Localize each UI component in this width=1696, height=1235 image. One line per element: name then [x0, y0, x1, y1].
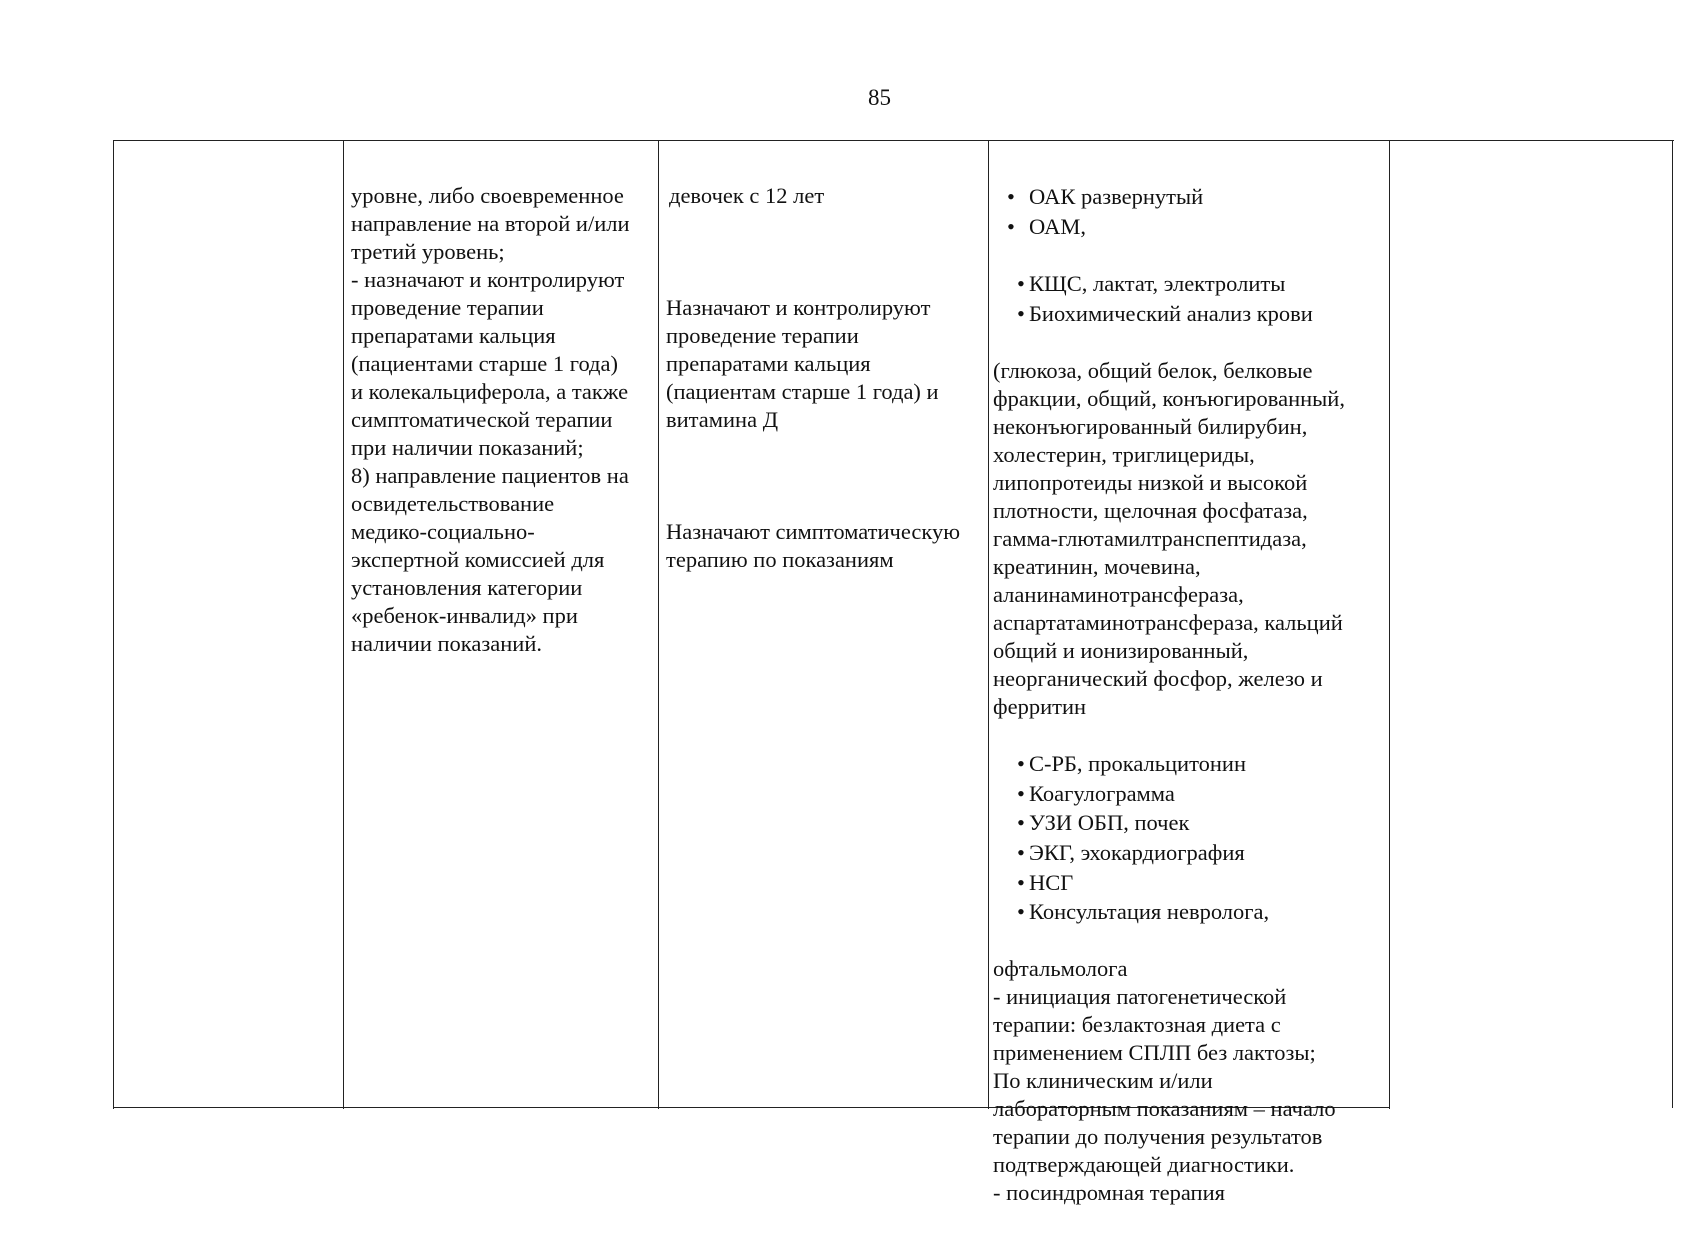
text-line: применением СПЛП без лактозы; — [993, 1040, 1316, 1066]
text-line: витамина Д — [666, 407, 779, 432]
list-item-text: ЭКГ, эхокардиография — [1029, 839, 1245, 865]
bullet-icon: • — [1017, 780, 1025, 806]
col4-tail-text — [993, 955, 1388, 1207]
col3-paragraph-therapy — [666, 294, 986, 434]
list-item — [993, 779, 1388, 809]
list-item-text: НСГ — [1029, 869, 1074, 895]
list-item — [993, 269, 1388, 299]
column-divider-2 — [658, 141, 659, 1109]
text-line: экспертной комиссией для — [351, 547, 605, 572]
text-line: медико-социально- — [351, 519, 535, 544]
table-border-left — [113, 141, 114, 1109]
text-line: «ребенок-инвалид» при — [351, 603, 578, 628]
bullet-icon: • — [1007, 184, 1015, 209]
text-line: третий уровень; — [351, 239, 505, 264]
col2-text — [351, 182, 656, 658]
list-item-text: ОАК развернутый — [1029, 184, 1204, 209]
text-line: терапии до получения результатов — [993, 1124, 1323, 1150]
table-border-right — [1672, 141, 1673, 1108]
text-line: проведение терапии — [351, 295, 544, 320]
text-line: терапии: безлактозная диета с — [993, 1012, 1281, 1038]
list-item — [993, 299, 1388, 329]
bullet-list-primary — [993, 182, 1388, 241]
text-line: - посиндромная терапия — [993, 1180, 1225, 1206]
text-line: установления категории — [351, 575, 583, 600]
text-line: (пациентам старше 1 года) и — [666, 379, 939, 404]
text-line: симптоматической терапии — [351, 407, 613, 432]
text-line: липопротеиды низкой и высокой — [993, 469, 1308, 495]
text-line: плотности, щелочная фосфатаза, — [993, 497, 1308, 523]
cell-col2 — [351, 154, 656, 686]
list-item — [993, 182, 1388, 212]
document-table — [113, 140, 1674, 1206]
list-item-text: УЗИ ОБП, почек — [1029, 810, 1190, 836]
text-line: направление на второй и/или — [351, 211, 630, 236]
text-line: креатинин, мочевина, — [993, 553, 1201, 579]
bullet-list-labs — [993, 269, 1388, 328]
text-line: ферритин — [993, 693, 1087, 719]
text-line: лабораторным показаниям – начало — [993, 1096, 1336, 1122]
cell-col4 — [993, 154, 1388, 1235]
text-line: препаратами кальция — [666, 351, 871, 376]
text-line: - инициация патогенетической — [993, 984, 1287, 1010]
list-item — [993, 838, 1388, 868]
bullet-icon: • — [1017, 301, 1025, 327]
text-line: аланинаминотрансфераза, — [993, 581, 1244, 607]
list-item-text: Коагулограмма — [1029, 780, 1175, 806]
text-line: Назначают симптоматическую — [666, 519, 961, 544]
text-line: неконъюгированный билирубин, — [993, 413, 1308, 439]
text-line: при наличии показаний; — [351, 435, 584, 460]
bullet-icon: • — [1017, 869, 1025, 895]
text-line: По клиническим и/или — [993, 1068, 1213, 1094]
list-item — [993, 868, 1388, 898]
column-divider-3 — [988, 141, 989, 1109]
text-line: терапию по показаниям — [666, 547, 894, 572]
text-line: гамма-глютамилтранспептидаза, — [993, 525, 1307, 551]
text-line: проведение терапии — [666, 323, 859, 348]
list-item — [993, 897, 1388, 927]
text-line: Назначают и контролируют — [666, 295, 931, 320]
list-item — [993, 212, 1388, 242]
text-line: (глюкоза, общий белок, белковые — [993, 357, 1313, 383]
text-line: освидетельствование — [351, 491, 555, 516]
text-line: 8) направление пациентов на — [351, 463, 629, 488]
biochem-details — [993, 357, 1388, 721]
text-line: - назначают и контролируют — [351, 267, 625, 292]
list-item-text: Консультация невролога, — [1029, 899, 1270, 925]
list-item — [993, 808, 1388, 838]
list-item-text: ОАМ, — [1029, 213, 1087, 239]
bullet-icon: • — [1017, 271, 1025, 297]
text-line: фракции, общий, конъюгированный, — [993, 385, 1345, 411]
col3-first-line: девочек с 12 лет — [669, 183, 825, 208]
bullet-icon: • — [1017, 899, 1025, 925]
col3-paragraph-symptomatic — [666, 518, 986, 574]
bullet-icon: • — [1017, 810, 1025, 836]
bullet-icon: • — [1017, 750, 1025, 776]
text-line: наличии показаний. — [351, 631, 543, 656]
text-line: (пациентами старше 1 года) — [351, 351, 618, 376]
bullet-icon: • — [1017, 839, 1025, 865]
list-item-text: КЩС, лактат, электролиты — [1029, 271, 1286, 297]
page-number: 85 — [868, 85, 891, 110]
text-line: офтальмолога — [993, 956, 1128, 982]
text-line: препаратами кальция — [351, 323, 556, 348]
bullet-icon: • — [1007, 213, 1015, 239]
bullet-list-tests — [993, 749, 1388, 927]
cell-col3 — [666, 154, 986, 602]
text-line: уровне, либо своевременное — [351, 183, 624, 208]
text-line: общий и ионизированный, — [993, 637, 1249, 663]
text-line: и колекальциферола, а также — [351, 379, 629, 404]
column-divider-1 — [343, 141, 344, 1109]
text-line: неорганический фосфор, железо и — [993, 665, 1323, 691]
text-line: холестерин, триглицериды, — [993, 441, 1255, 467]
list-item-text: С-РБ, прокальцитонин — [1029, 750, 1246, 776]
column-divider-4 — [1389, 141, 1390, 1109]
list-item-text: Биохимический анализ крови — [1029, 301, 1313, 327]
list-item — [993, 749, 1388, 779]
text-line: подтверждающей диагностики. — [993, 1152, 1295, 1178]
text-line: аспартатаминотрансфераза, кальций — [993, 609, 1343, 635]
